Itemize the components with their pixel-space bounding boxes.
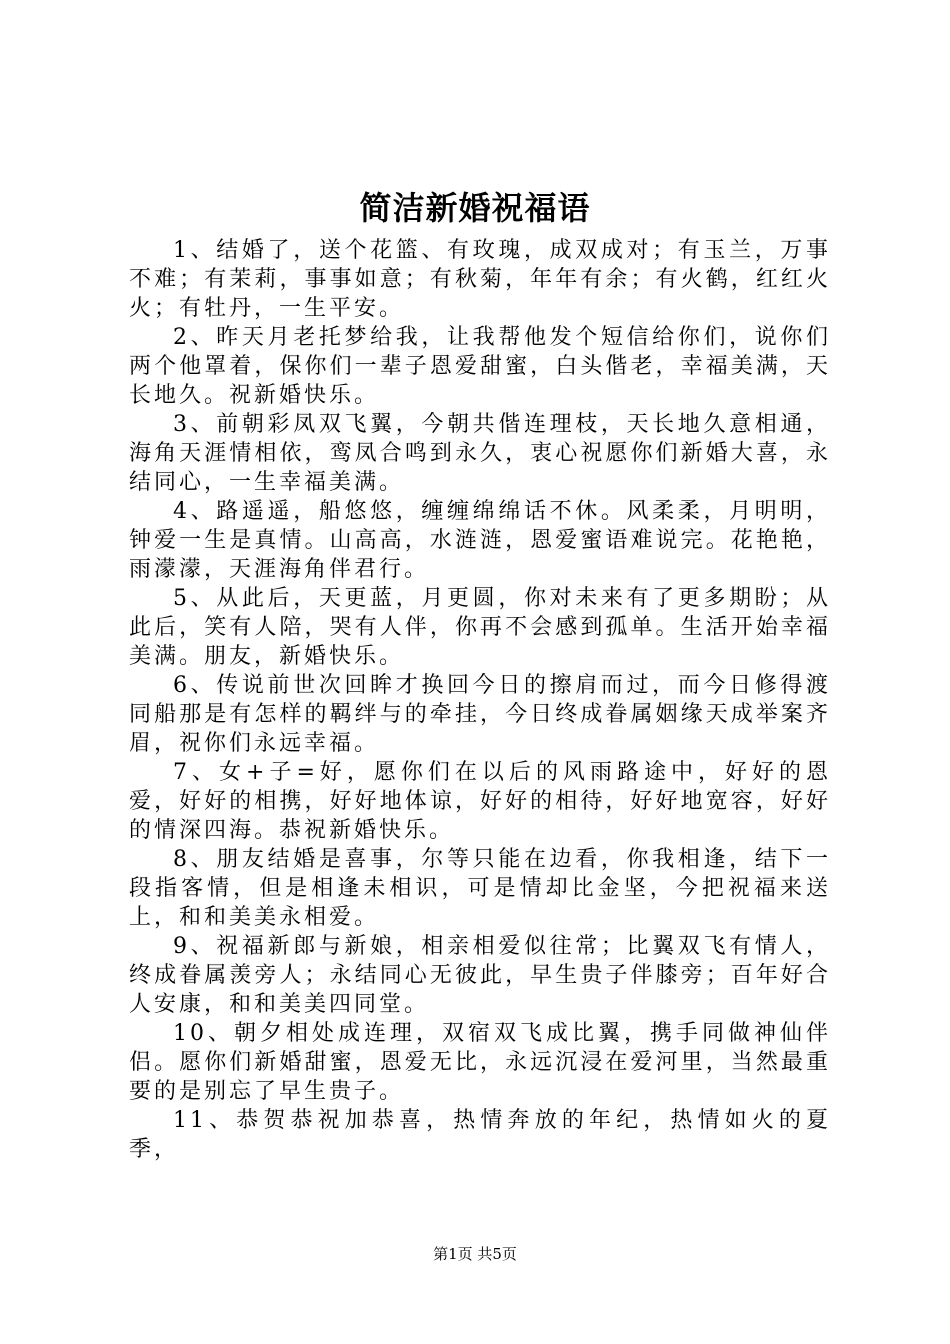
paragraph-7: 7、女+子=好，愿你们在以后的风雨路途中，好好的恩爱，好好的相携，好好地体谅，好好的相待，好好地宽容，好好的情深四海。恭祝新婚快乐。 [129,760,831,843]
paragraph-4: 4、路遥遥，船悠悠，缠缠绵绵话不休。风柔柔，月明明，钟爱一生是真情。山高高，水涟涟，恩爱蜜语难说完。花艳艳，雨濛濛，天涯海角伴君行。 [129,499,831,582]
document-title: 简洁新婚祝福语 [359,189,591,227]
paragraph-5: 5、从此后，天更蓝，月更圆，你对未来有了更多期盼；从此后，笑有人陪，哭有人伴，你再不会感到孤单。生活开始幸福美满。朋友，新婚快乐。 [129,586,831,669]
paragraph-2: 2、昨天月老托梦给我，让我帮他发个短信给你们，说你们两个他罩着，保你们一辈子恩爱甜蜜，白头偕老，幸福美满，天长地久。祝新婚快乐。 [129,325,831,408]
paragraph-9: 9、祝福新郎与新娘，相亲相爱似往常；比翼双飞有情人，终成眷属羡旁人；永结同心无彼此，早生贵子伴膝旁；百年好合人安康，和和美美四同堂。 [129,934,831,1017]
paragraph-8: 8、朋友结婚是喜事，尔等只能在边看，你我相逢，结下一段指客情，但是相逢未相识，可是情却比金坚，今把祝福来送上，和和美美永相爱。 [129,847,831,930]
paragraph-1: 1、结婚了，送个花篮、有玫瑰，成双成对；有玉兰，万事不难；有茉莉，事事如意；有秋菊，年年有余；有火鹤，红红火火；有牡丹，一生平安。 [129,238,831,321]
paragraph-3: 3、前朝彩凤双飞翼，今朝共偕连理枝，天长地久意相通，海角天涯情相依，鸾凤合鸣到永久，衷心祝愿你们新婚大喜，永结同心，一生幸福美满。 [129,412,831,495]
paragraph-11: 11、恭贺恭祝加恭喜，热情奔放的年纪，热情如火的夏季， [129,1108,831,1162]
paragraph-10: 10、朝夕相处成连理，双宿双飞成比翼，携手同做神仙伴侣。愿你们新婚甜蜜，恩爱无比，永远沉浸在爱河里，当然最重要的是别忘了早生贵子。 [129,1021,831,1104]
page-footer: 第1页 共5页 [433,1245,517,1263]
document-body [129,236,831,1164]
paragraph-6: 6、传说前世次回眸才换回今日的擦肩而过，而今日修得渡同船那是有怎样的羁绊与的牵挂，今日终成眷属姻缘天成举案齐眉，祝你们永远幸福。 [129,673,831,756]
